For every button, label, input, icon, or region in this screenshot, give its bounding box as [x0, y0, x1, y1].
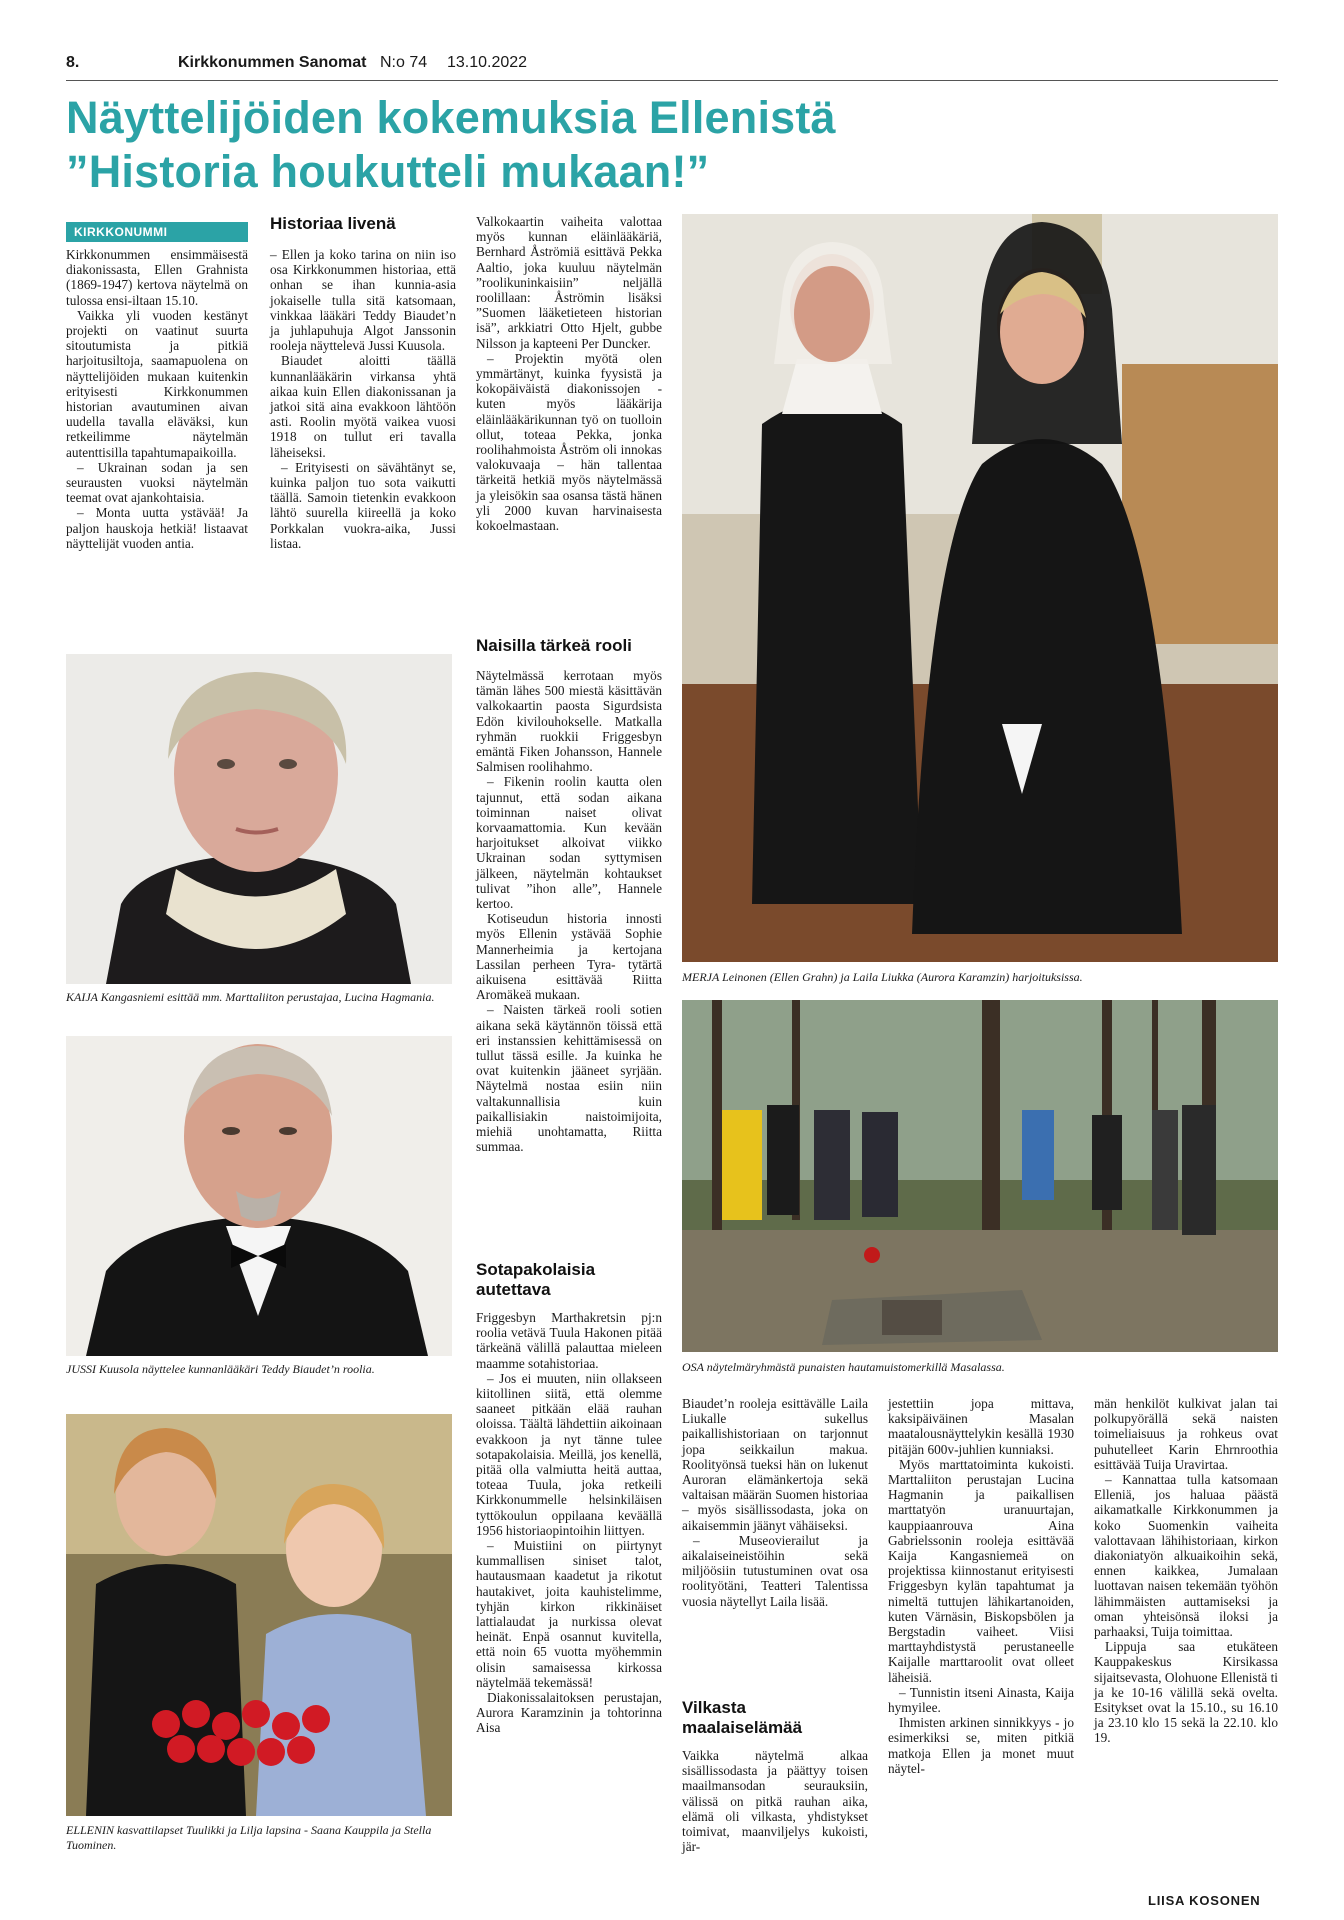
- paragraph: – Ellen ja koko tarina on niin iso osa Kirkkonummen historiaa, että onhan se ihan kunnia-asia jokaiselle tulla sitä katsomaan, vinkkaa lääkäri Teddy Biaudet’n ja juhlapuhuja Algot Janssonin rooleja näyttelevä Jussi Kuusola.: [270, 247, 456, 354]
- paragraph: – Erityisesti on sävähtänyt se, kuinka paljon tuo sota vaikutti täällä. Samoin tietenkin evakkoon lähtö suurella kiireellä ja koko Porkkalan vuokra-aika, Jussi listaa.: [270, 459, 456, 551]
- column-2: [270, 247, 456, 551]
- paragraph: Friggesbyn Marthakretsin pj:n roolia vetävä Tuula Hakonen pitää tärkeänä välillä palauttaa mieleen maamme sotahistoriaa.: [476, 1310, 662, 1371]
- paragraph: Biaudet’n rooleja esittävälle Laila Liukalle sukellus paikallishistoriaan on tarjonnut jopa seikkailun makua. Roolityönsä tueksi hän on lukenut Auroran elämänkertoja sekä valtaisan määrän Suomen historiaa – myös sisällissodasta, joka on aikaisemmin jäänyt vähäiseksi.: [682, 1396, 868, 1533]
- paragraph: – Fikenin roolin kautta olen tajunnut, että sodan aikana toiminnan naiset olivat korvaamattomia. Kun kevään harjoitukset alkoivat viikko Ukrainan sodan syttymisen jälkeen, näytelmän kohtaukset tulivat ”ihon alle”, Hannele kertoo.: [476, 774, 662, 912]
- paragraph: – Jos ei muuten, niin ollakseen kiitollinen siitä, että olemme saaneet pitkään elää rauhan oloissa. Täältä lähdettiin aikoinaan evakkoon ja nyt tänne tulee sotapakolaisia. Meillä, jos kenellä, pitää olla valmiutta heitä auttaa, toteaa Tuula, joka retkeili Kirkkonummelle helsinkiläisen tyttökoulun oppilaana keväällä 1956 historiaopintoihin liittyen.: [476, 1370, 662, 1538]
- paragraph: – Tunnistin itseni Ainasta, Kaija hymyilee.: [888, 1684, 1074, 1716]
- page-header: [66, 52, 1278, 80]
- subhead-line: autettava: [476, 1280, 551, 1299]
- headline-line-1: Näyttelijöiden kokemuksia Ellenistä: [66, 92, 836, 143]
- paragraph: Kotiseudun historia innosti myös Ellenin ystävää Sophie Mannerheimia ja kertojana Lassilan perheen Tyra- tytärtä aikuisena esittävää Riitta Aromäkeä mukaan.: [476, 911, 662, 1003]
- subhead-naisilla: Naisilla tärkeä rooli: [476, 636, 632, 655]
- paragraph: Diakonissalaitoksen perustajan, Aurora Karamzinin ja tohtorinna Aisa: [476, 1690, 662, 1736]
- column-4: [682, 1396, 868, 1609]
- paragraph: – Ukrainan sodan ja sen seurausten vuoksi näytelmän teemat ovat ajankohtaisia.: [66, 459, 248, 506]
- photo-forest-group: [682, 1000, 1278, 1352]
- headline-line-2: ”Historia houkutteli mukaan!”: [66, 146, 710, 197]
- column-6: [1094, 1396, 1278, 1746]
- caption-osa: OSA näytelmäryhmästä punaisten hautamuistomerkillä Masalassa.: [682, 1360, 1005, 1374]
- subhead-sotapakolaisia: [476, 1260, 595, 1300]
- paragraph: Vaikka yli vuoden kestänyt projekti on vaatinut suurta sitoutumista ja pitkiä harjoitusiltoja, saamapuolena on näyttelijöiden mukaan kuitenkin erityisesti Kirkkonummen historian avautuminen aivan uudella tavalla eläväksi, kun retkeilimme näytelmän autenttisilla tapahtumapaikoilla.: [66, 307, 248, 460]
- caption-jussi: JUSSI Kuusola näyttelee kunnanlääkäri Teddy Biaudet’n roolia.: [66, 1362, 375, 1376]
- paragraph: Ihmisten arkinen sinnikkyys - jo esimerkiksi se, miten pitkiä matkoja Ellen ja monet muut näytel-: [888, 1715, 1074, 1776]
- photo-merja-laila: [682, 214, 1278, 962]
- column-3-mid: [476, 668, 662, 1155]
- caption-merja: MERJA Leinonen (Ellen Grahn) ja Laila Liukka (Aurora Karamzin) harjoituksissa.: [682, 970, 1083, 984]
- paragraph: – Naisten tärkeä rooli sotien aikana sekä käytännön töissä että eri instanssien kehittämisessä on tullut tässä esille. Ja kuinka he ovat kuitenkin jääneet syrjään. Näytelmä nostaa esiin niin valtakunnallisia kuin paikallisiakin naistoimijoita, miehiä unohtamatta, Riitta summaa.: [476, 1002, 662, 1155]
- column-5: [888, 1396, 1074, 1776]
- page-number: 8.: [66, 54, 80, 71]
- paragraph: – Kannattaa tulla katsomaan Elleniä, jos haluaa päästä aikamatkalle Kirkkonummen ja koko Suomenkin vaiheita valottavaan lähihistoriaan, kirkon diakoniatyön alkuaikoihin sekä, ennen kaikkea, Jumalaan luottavan naisen tekemään työhön lähimmäisten auttamiseksi ja oman yhteisönsä iloksi ja parhaaksi, Tuija toimittaa.: [1094, 1472, 1278, 1640]
- column-3-top: [476, 214, 662, 533]
- paragraph: jestettiin jopa mittava, kaksipäiväinen Masalan maatalousnäyttelykin kesällä 1930 pitäjän 600v-juhlien kunniaksi.: [888, 1396, 1074, 1457]
- paragraph: Kirkkonummen ensimmäisestä diakonissasta, Ellen Grahnista (1869-1947) kertova näytelmä on tulossa ensi-iltaan 15.10.: [66, 247, 248, 308]
- subhead-line: Vilkasta: [682, 1698, 746, 1717]
- paragraph: Biaudet aloitti täällä kunnanlääkärin virkansa yhtä aikaa kuin Ellen diakonissanan ja jatkoi sitä aina evakkoon lähtöön asti. Roolin myötä vaikea vuosi 1918 on tullut eri tavalla läheiseksi.: [270, 353, 456, 460]
- column-3-bottom: [476, 1310, 662, 1736]
- subhead-line: maalaiselämää: [682, 1718, 803, 1737]
- photo-children: [66, 1414, 452, 1816]
- photo-jussi: [66, 1036, 452, 1356]
- paragraph: – Projektin myötä olen ymmärtänyt, kuinka fyysistä ja kokopäiväistä diakonissojen - kuten myös lääkärija eläinlääkärikunnan työ on tuolloin ollut, toteaa Pekka, jonka roolihahmoista Åström oli innokas valokuvaaja – hän tallentaa tärkeitä hetkiä myös näytelmässä ja yleisökin saa osansa tästä hänen yli 2000 kuvan harvinaisesta kokoelmastaan.: [476, 350, 662, 534]
- paragraph: Lippuja saa etukäteen Kauppakeskus Kirsikassa sijaitsevasta, Olohuone Ellenistä ti ja ke 10-16 välillä sekä ovelta. Esitykset ovat la 15.10., su 16.10 ja 23.10 klo 15 sekä la 22.10. klo 19.: [1094, 1639, 1278, 1746]
- header-rule: [66, 80, 1278, 81]
- byline: LIISA KOSONEN: [1148, 1893, 1261, 1908]
- paragraph: Valkokaartin vaiheita valottaa myös kunnan eläinlääkäriä, Bernhard Åströmiä esittävä Pekka Aaltio, joka kuuluu näytelmän ”roolikuninkaisiin” neljällä roolillaan: Åströmin lisäksi ”Suomen lääketieteen historian isä”, arkkiatri Otto Hjelt, gubbe Nilsson ja kapteeni Per Duncker.: [476, 214, 662, 351]
- caption-kaija: KAIJA Kangasniemi esittää mm. Marttaliiton perustajaa, Lucina Hagmania.: [66, 990, 435, 1004]
- section-tag: KIRKKONUMMI: [66, 222, 248, 242]
- photo-kaija: [66, 654, 452, 984]
- column-4-after: [682, 1748, 868, 1854]
- paragraph: män henkilöt kulkivat jalan tai polkupyörällä sekä naisten toimeliaisuus ja rohkeus ovat puhutelleet Karin Ehrnroothia esittävää Tuija Uravirtaa.: [1094, 1396, 1278, 1472]
- paper-name: Kirkkonummen Sanomat: [178, 54, 367, 71]
- column-1: [66, 247, 248, 551]
- paragraph: – Museovierailut ja aikalaiseineistöihin sekä miljöösiin tutustuminen ovat osa roolityötäni, Teatteri Talentissa vuosia näytellyt Laila lisää.: [682, 1532, 868, 1609]
- subhead-vilkasta: [682, 1698, 802, 1738]
- issue-date: 13.10.2022: [447, 54, 528, 71]
- paragraph: – Monta uutta ystävää! Ja paljon hauskoja hetkiä! listaavat näyttelijät vuoden antia.: [66, 505, 248, 551]
- subhead-historiaa: Historiaa livenä: [270, 214, 396, 233]
- caption-ellenin: ELLENIN kasvattilapset Tuulikki ja Lilja lapsina - Saana Kauppila ja Stella Tuominen.: [66, 1823, 432, 1852]
- paragraph: – Muistiini on piirtynyt kummallisen siniset talot, hautausmaan kaadetut ja rikotut hautakivet, joita kauhistelimme, tyhjän kirkon rikkinäiset lattialaudat ja nurkissa olevat heinät. Enpä osannut kuvitella, että noin 65 vuotta myöhemmin olisin samaisessa kirkossa näytelmää tekemässä!: [476, 1538, 662, 1690]
- paragraph: Vaikka näytelmä alkaa sisällissodasta ja päättyy toisen maailmansodan seurauksiin, välissä on pitkä rauhan aika, elämä oli vilkasta, yhdistykset toimivat, maanviljelys kukoisti, jär-: [682, 1748, 868, 1855]
- issue-number: N:o 74: [380, 54, 428, 71]
- paragraph: Myös marttatoiminta kukoisti. Marttaliiton perustajan Lucina Hagmanin ja paikallisen marttatyön uranuurtajan, kauppiaanrouva Aina Gabrielssonin rooleja esittävää Kaija Kangasniemeä on projektissa kiinnostanut erityisesti Friggesbyn kylän tapahtumat ja nimeltä tuttujen lähikartanoiden, kuten Värnäsin, Biskopsbölen ja Bergstadin vaiheet. Viisi marttayhdistystä perustaneelle Kaijalle marttaroolit ovat olleet läheisiä.: [888, 1456, 1074, 1685]
- paragraph: Näytelmässä kerrotaan myös tämän lähes 500 miestä käsittävän valkokaartin paosta Sigurdsista Edön kivilouhokselle. Matkalla ryhmän ruokkii Friggesbyn emäntä Fiken Johansson, Hannele Salmisen roolihahmo.: [476, 668, 662, 775]
- subhead-line: Sotapakolaisia: [476, 1260, 596, 1279]
